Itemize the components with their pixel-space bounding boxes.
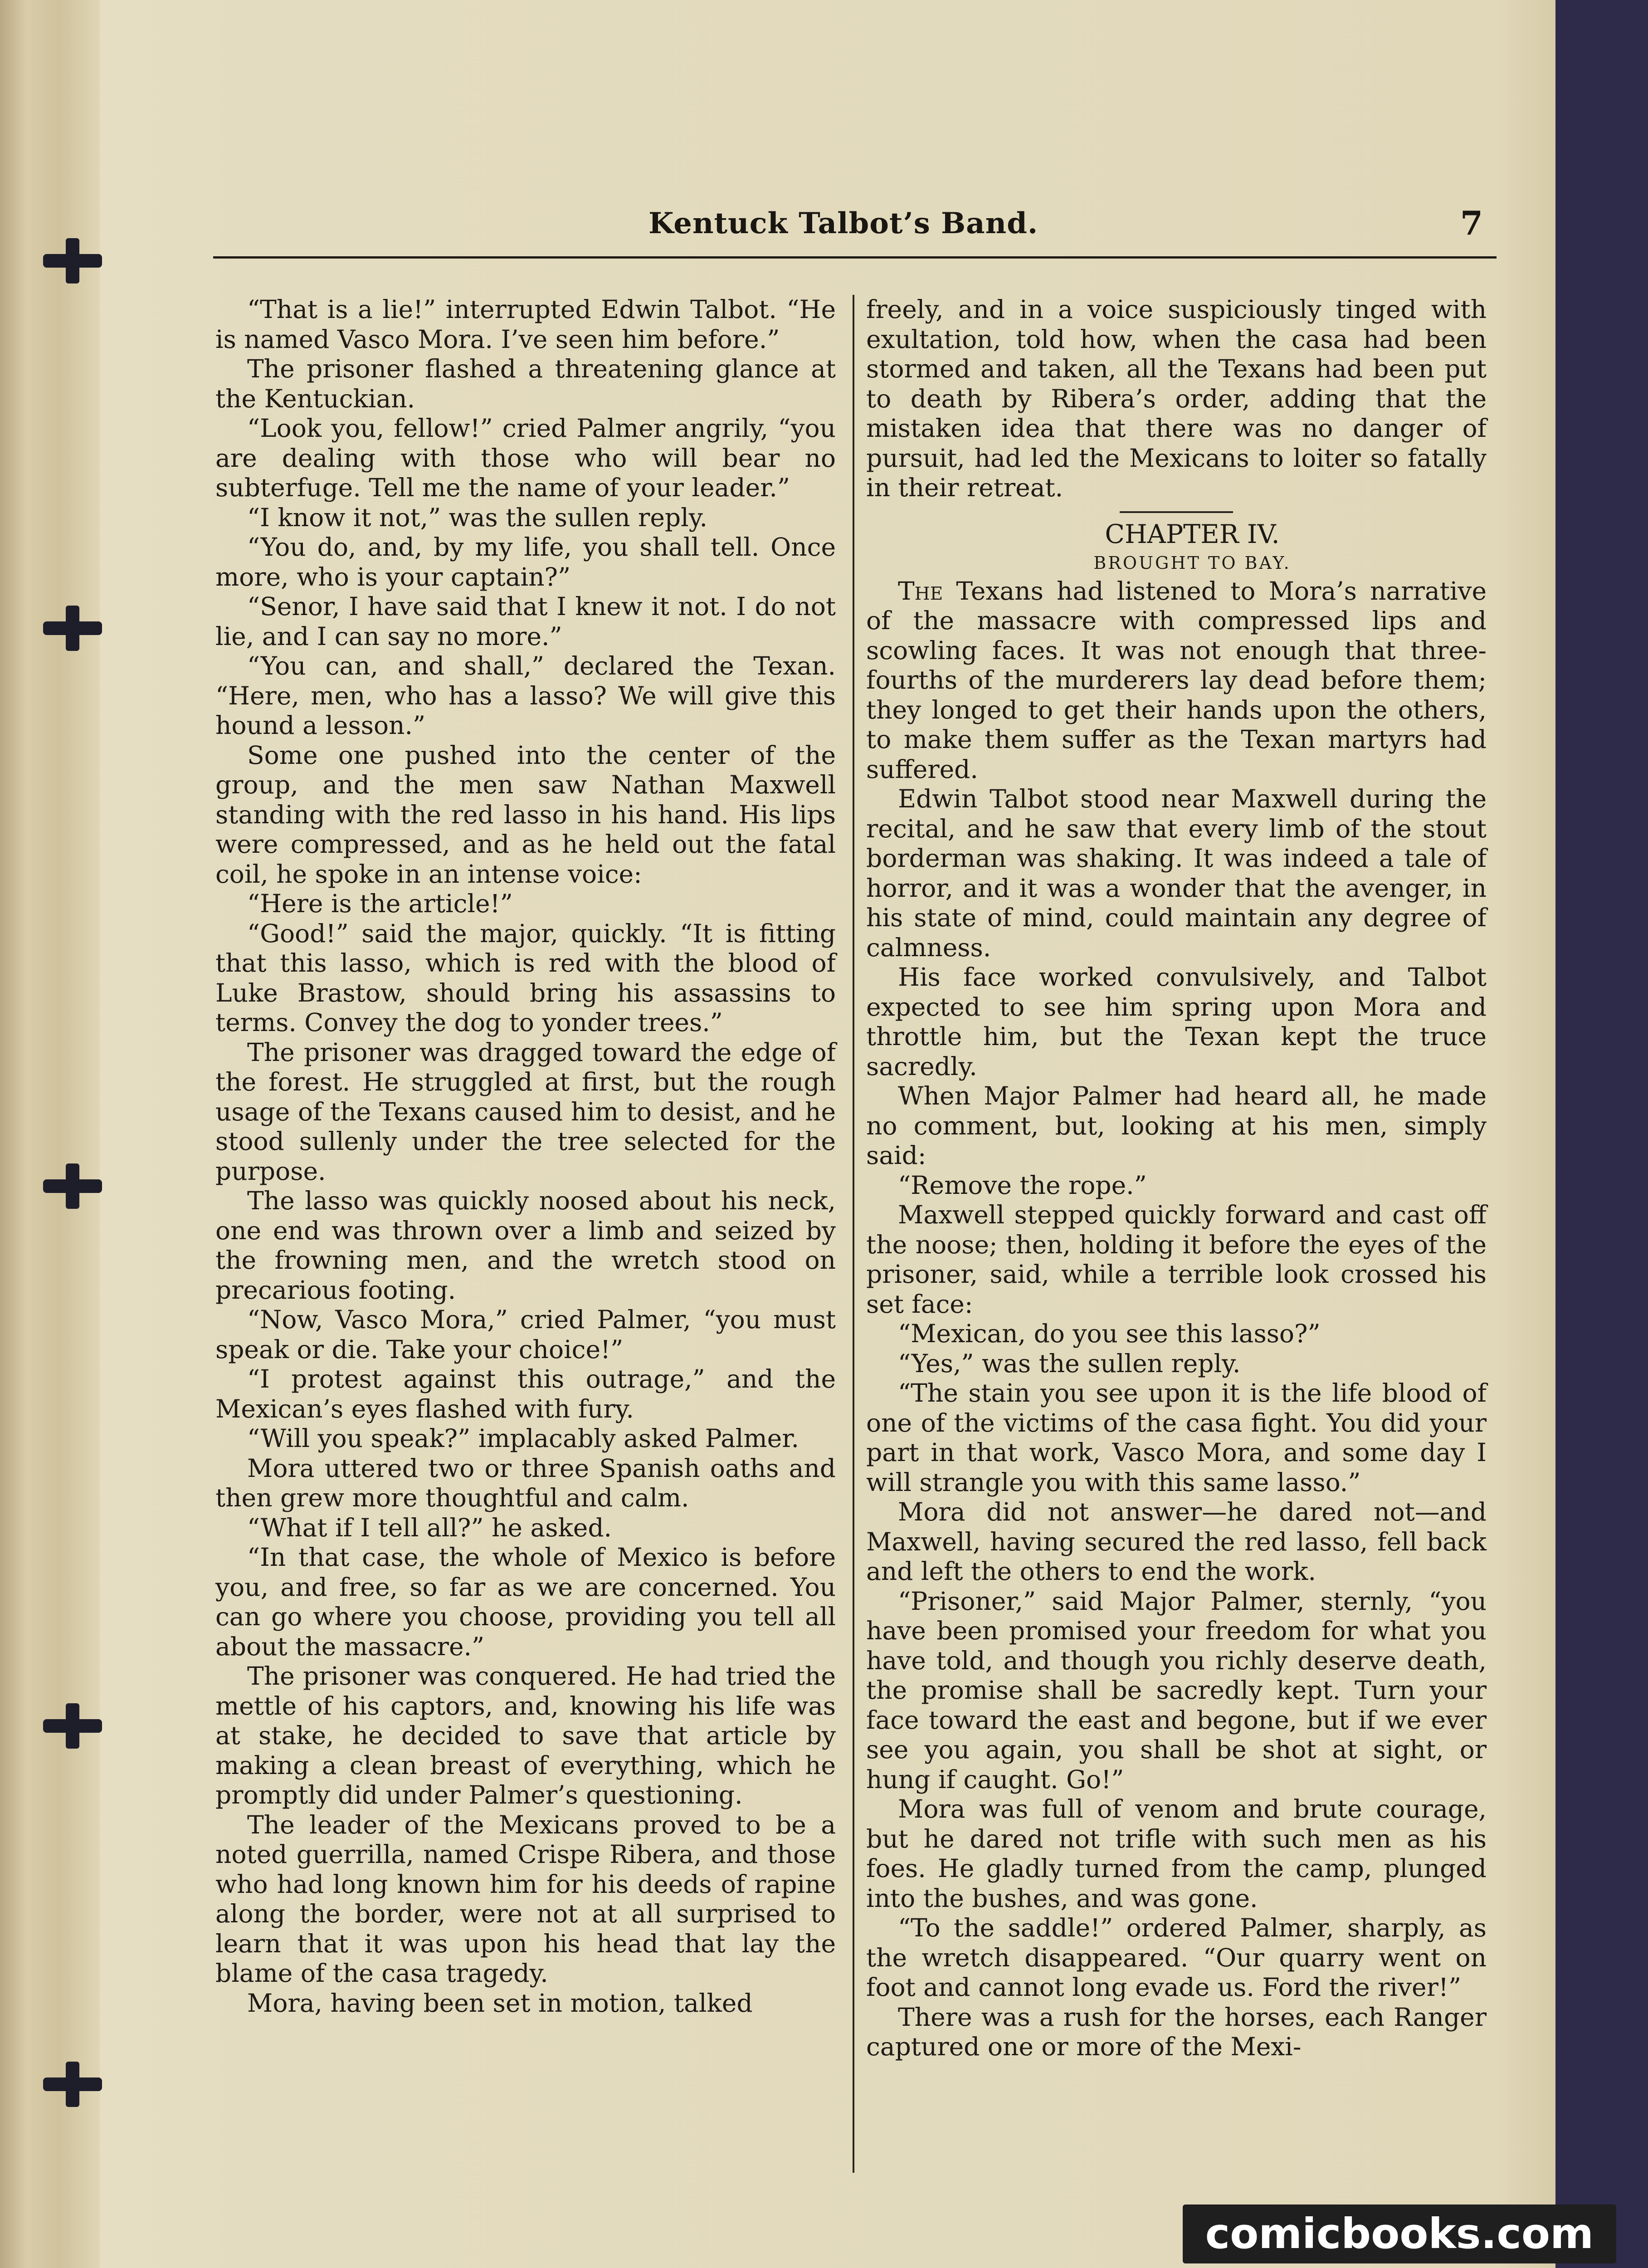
- paragraph: “You do, and, by my life, you shall tell. Once more, who is your captain?”: [215, 533, 836, 591]
- paragraph: “Will you speak?” implacably asked Palmer.: [247, 1424, 799, 1453]
- chapter-opening-paragraph: [866, 577, 1487, 785]
- paragraph: “Look you, fellow!” cried Palmer angrily, “you are dealing with those who will bear no subterfuge. Tell me the name of your leader.”: [215, 414, 836, 502]
- paragraph-text: Texans had listened to Mora’s narrative of the massacre with compressed lips and scowling faces. It was not enough that three-fourths of the murderers lay dead before them; they longed to get their hands upon the others, to make them suffer as the Texan martyrs had suffered.: [866, 576, 1487, 784]
- paragraph: Some one pushed into the center of the group, and the men saw Nathan Maxwell standing with the red lasso in his hand. His lips were compressed, and as he held out the fatal coil, he spoke in an intense voice:: [215, 740, 836, 889]
- right-column: [866, 295, 1487, 2062]
- binding-stitch: [43, 1179, 102, 1193]
- paragraph: Mora did not answer—he dared not—and Maxwell, having secured the red lasso, fell back and left the others to end the work.: [866, 1497, 1487, 1586]
- paragraph: His face worked convulsively, and Talbot expected to see him spring upon Mora and throttle him, but the Texan kept the truce sacredly.: [866, 963, 1487, 1081]
- binding-stitch: [43, 254, 102, 268]
- chapter-title: CHAPTER IV.: [1105, 519, 1280, 549]
- paragraph: The leader of the Mexicans proved to be a noted guerrilla, named Crispe Ribera, and those who had long known him for his deeds of rapine along the border, were not at all surprised to learn that it was upon his head that lay the blame of the casa tragedy.: [215, 1810, 836, 1988]
- paragraph: “Senor, I have said that I knew it not. I do not lie, and I can say no more.”: [215, 592, 836, 651]
- paragraph: “That is a lie!” interrupted Edwin Talbot. “He is named Vasco Mora. I’ve seen him before.”: [215, 295, 836, 354]
- page-number: 7: [1460, 204, 1483, 242]
- paragraph: “In that case, the whole of Mexico is before you, and free, so far as we are concerned. You can go where you choose, providing you tell all about the massacre.”: [215, 1543, 836, 1661]
- paragraph: “Prisoner,” said Major Palmer, sternly, “you have been promised your freedom for what you have told, and though you richly deserve death, the promise shall be sacredly kept. Turn your face toward the east and begone, but if we ever see you again, you shall be shot at sight, or hung if caught. Go!”: [866, 1586, 1487, 1794]
- paragraph: When Major Palmer had heard all, he made no comment, but, looking at his men, simply said:: [866, 1081, 1487, 1170]
- paragraph: Mora was full of venom and brute courage, but he dared not trifle with such men as his foes. He gladly turned from the camp, plunged into the bushes, and was gone.: [866, 1794, 1487, 1913]
- binding-stitch: [43, 1719, 102, 1733]
- paragraph: “Good!” said the major, quickly. “It is fitting that this lasso, which is red with the blood of Luke Brastow, should bring his assassins to terms. Convey the dog to yonder trees.”: [215, 919, 836, 1037]
- paragraph: The prisoner flashed a threatening glance at the Kentuckian.: [215, 354, 836, 413]
- watermark-logo: comicbooks.com: [1183, 2204, 1616, 2263]
- paragraph: There was a rush for the horses, each Ranger captured one or more of the Mexi-: [866, 2002, 1487, 2061]
- paragraph: “Mexican, do you see this lasso?”: [898, 1319, 1321, 1348]
- paragraph: “I know it not,” was the sullen reply.: [247, 503, 707, 532]
- paragraph: The prisoner was dragged toward the edge of the forest. He struggled at first, but the rough usage of the Texans caused him to desist, and he stood sullenly under the tree selected for the purpose.: [215, 1037, 836, 1186]
- paragraph: The lasso was quickly noosed about his neck, one end was thrown over a limb and seized by the frowning men, and the wretch stood on precarious footing.: [215, 1186, 836, 1305]
- paragraph: “You can, and shall,” declared the Texan. “Here, men, who has a lasso? We will give this hound a lesson.”: [215, 651, 836, 740]
- binding-stitch: [43, 2077, 102, 2091]
- chapter-rule: [1120, 511, 1233, 513]
- paragraph: “Yes,” was the sullen reply.: [898, 1349, 1241, 1378]
- paragraph: Maxwell stepped quickly forward and cast off the noose; then, holding it before the eyes of the prisoner, said, while a terrible look crossed his set face:: [866, 1200, 1487, 1319]
- paragraph: Mora, having been set in motion, talked: [247, 1988, 753, 2018]
- paragraph: “Now, Vasco Mora,” cried Palmer, “you must speak or die. Take your choice!”: [215, 1305, 836, 1364]
- paragraph: “The stain you see upon it is the life blood of one of the victims of the casa fight. You did your part in that work, Vasco Mora, and some day I will strangle you with this same lasso.”: [866, 1378, 1487, 1497]
- lead-word: The: [898, 576, 943, 606]
- header-rule: [213, 256, 1497, 259]
- paragraph: Mora uttered two or three Spanish oaths and then grew more thoughtful and calm.: [215, 1453, 836, 1512]
- binding-spine: [0, 0, 100, 2268]
- binding-stitch: [43, 621, 102, 635]
- running-title: Kentuck Talbot’s Band.: [648, 206, 1039, 240]
- paragraph: “Here is the article!”: [247, 889, 513, 918]
- paragraph: “To the saddle!” ordered Palmer, sharply, as the wretch disappeared. “Our quarry went on foot and cannot long evade us. Ford the river!”: [866, 1913, 1487, 2002]
- chapter-subtitle: BROUGHT TO BAY.: [1093, 552, 1291, 573]
- paragraph: The prisoner was conquered. He had tried the mettle of his captors, and, knowing his life was at stake, he decided to save that article by making a clean breast of everything, which he promptly did under Palmer’s questioning.: [215, 1662, 836, 1809]
- paragraph: “I protest against this outrage,” and the Mexican’s eyes flashed with fury.: [215, 1364, 836, 1423]
- paragraph: “What if I tell all?” he asked.: [247, 1513, 612, 1542]
- paragraph-continued: freely, and in a voice suspiciously tinged with exultation, told how, when the casa had been stormed and taken, all the Texans had been put to death by Ribera’s order, adding that the mistaken idea that there was no danger of pursuit, had led the Mexicans to loiter so fatally in their retreat.: [866, 295, 1487, 502]
- column-divider: [853, 295, 854, 2173]
- paragraph: Edwin Talbot stood near Maxwell during the recital, and he saw that every limb of the stout borderman was shaking. It was indeed a tale of horror, and it was a wonder that the avenger, in his state of mind, could maintain any degree of calmness.: [866, 784, 1487, 962]
- left-column: [215, 295, 836, 2018]
- paragraph: “Remove the rope.”: [898, 1170, 1147, 1200]
- page-header: [213, 206, 1497, 256]
